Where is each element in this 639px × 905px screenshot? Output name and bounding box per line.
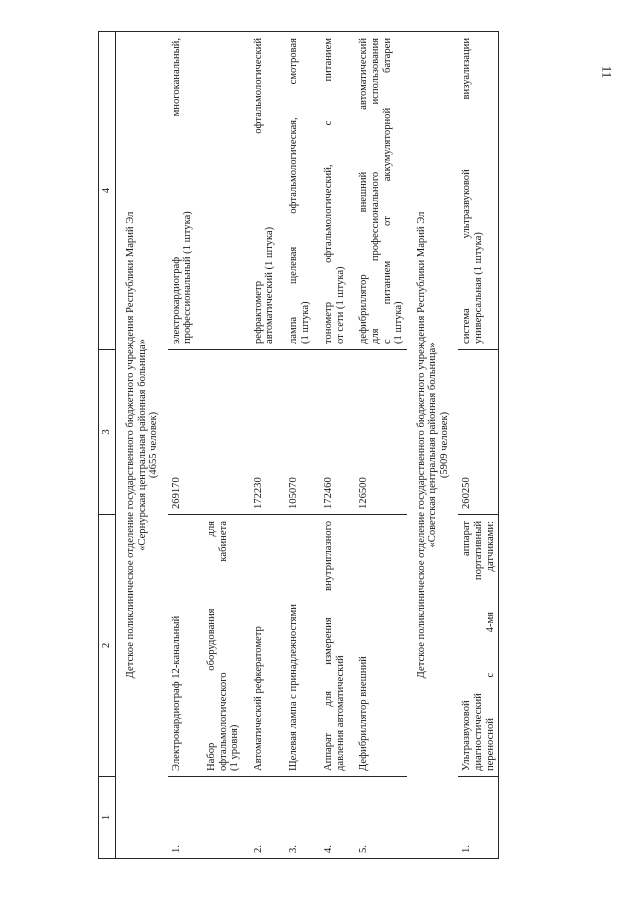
section-heading xyxy=(407,32,459,859)
equipment-line: (1 штука) xyxy=(393,301,405,344)
section-title-line: Детское поликлиническое отделение государственного бюджетного учреждения Республики Марий Эл xyxy=(125,211,136,679)
row-count: 126500 xyxy=(348,350,406,515)
row-name-line: Набор оборудования для xyxy=(205,521,217,771)
page-number: 11 xyxy=(599,65,615,79)
equipment-line: дефибриллятор внешний автоматический xyxy=(358,38,370,344)
row-number: 1. xyxy=(168,777,196,859)
row-name-line: диагностический портативный xyxy=(473,521,485,771)
row-equipment xyxy=(278,32,313,350)
row-count: 172230 xyxy=(243,350,278,515)
row-name: Щелевая лампа с принадлежностями xyxy=(278,515,313,777)
equipment-line: от сети (1 штука) xyxy=(334,266,346,344)
section-title-line: «Советская центральная районная больница» xyxy=(427,342,439,548)
row-number: 4. xyxy=(313,777,348,859)
row-name: Дефибриллятор внешний xyxy=(348,515,406,777)
equipment-line: для профессионального использования xyxy=(369,38,381,344)
row-equipment xyxy=(348,32,406,350)
column-header-4: 4 xyxy=(99,32,116,350)
table-row xyxy=(313,32,348,859)
row-name-line: Ультразвуковой аппарат xyxy=(461,521,473,771)
equipment-table xyxy=(98,31,499,859)
row-number: 1. xyxy=(458,777,498,859)
equipment-line: универсальная (1 штука) xyxy=(473,232,485,344)
section-heading-row xyxy=(116,32,168,859)
section-title-line: «Сернурская центральная районная больница» xyxy=(136,339,148,551)
row-name: Автоматический рефкератометр xyxy=(243,515,278,777)
row-name-line: давления автоматический xyxy=(334,655,346,771)
equipment-table-rotated xyxy=(98,32,578,859)
equipment-line: (1 штука) xyxy=(299,301,311,344)
row-name xyxy=(458,515,498,777)
section-heading-row xyxy=(407,32,459,859)
row-name-line: переносной с 4-мя датчиками: xyxy=(484,521,496,771)
equipment-line: лампа щелевая офтальмологическая, смотровая xyxy=(287,38,299,344)
section-title-line: (5909 человек) xyxy=(438,411,450,479)
equipment-line: система ультразвуковой визуализации xyxy=(461,38,473,344)
row-equipment xyxy=(313,32,348,350)
equipment-line: с питанием от аккумуляторной батареи xyxy=(381,38,393,344)
table-row xyxy=(348,32,406,859)
row-count: 172460 xyxy=(313,350,348,515)
row-equipment xyxy=(168,32,196,350)
row-equipment xyxy=(243,32,278,350)
equipment-line: электрокардиограф многоканальный, xyxy=(170,38,182,344)
row-equipment xyxy=(458,32,498,350)
row-count: 105070 xyxy=(278,350,313,515)
row-name xyxy=(196,515,243,777)
row-count: 260250 xyxy=(458,350,498,515)
row-count: 269170 xyxy=(168,350,196,515)
section-title-line: Детское поликлиническое отделение государственного бюджетного учреждения Республики Марий Эл xyxy=(415,211,427,679)
row-count xyxy=(196,350,243,515)
row-name-line: Аппарат для измерения внутриглазного xyxy=(323,521,335,771)
column-header-2: 2 xyxy=(99,515,116,777)
equipment-line: рефрактометр офтальмологический xyxy=(252,38,264,344)
row-name-line: (1 уровня) xyxy=(229,724,241,771)
column-header-3: 3 xyxy=(99,350,116,515)
row-name xyxy=(313,515,348,777)
row-number: 2. xyxy=(243,777,278,859)
table-row xyxy=(278,32,313,859)
row-number xyxy=(196,777,243,859)
section-title-line: (4655 человек) xyxy=(148,411,160,479)
row-equipment xyxy=(196,32,243,350)
column-header-1: 1 xyxy=(99,777,116,859)
table-row xyxy=(243,32,278,859)
equipment-line: тонометр офтальмологический, с питанием xyxy=(323,38,335,344)
table-row xyxy=(458,32,498,859)
section-heading xyxy=(116,32,168,859)
table-header-row xyxy=(99,32,116,859)
row-number: 5. xyxy=(348,777,406,859)
table-row xyxy=(168,32,196,859)
row-name-line: офтальмологического кабинета xyxy=(217,521,229,771)
table-row xyxy=(196,32,243,859)
equipment-line: автоматический (1 штука) xyxy=(264,226,276,344)
row-number: 3. xyxy=(278,777,313,859)
row-name: Электрокардиограф 12-канальный xyxy=(168,515,196,777)
equipment-line: профессиональный (1 штука) xyxy=(182,211,194,344)
